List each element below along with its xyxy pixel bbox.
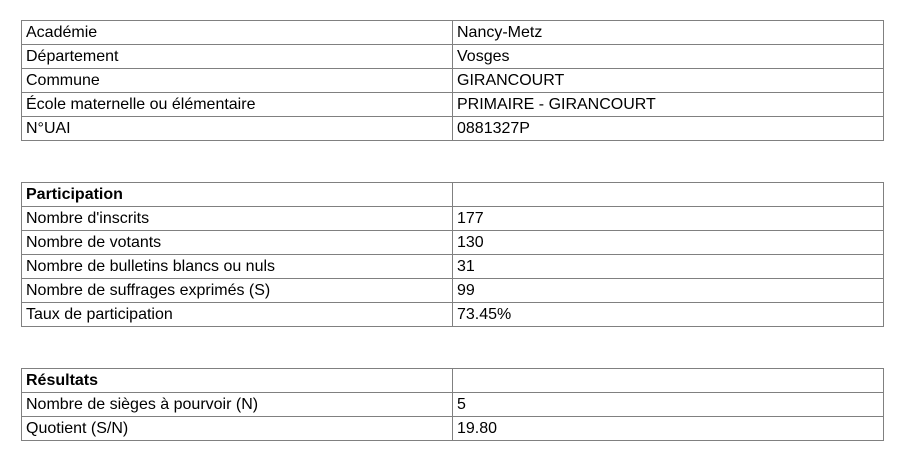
table-header-row	[22, 369, 884, 393]
table-header-row	[22, 183, 884, 207]
row-label: Commune	[22, 69, 453, 93]
row-label: N°UAI	[22, 117, 453, 141]
table-row	[22, 117, 884, 141]
row-label: Nombre de sièges à pourvoir (N)	[22, 393, 453, 417]
row-value: 177	[453, 207, 884, 231]
school-info-table	[21, 20, 884, 141]
row-label: École maternelle ou élémentaire	[22, 93, 453, 117]
row-label: Nombre de votants	[22, 231, 453, 255]
table-row	[22, 45, 884, 69]
table-row	[22, 393, 884, 417]
row-label: Taux de participation	[22, 303, 453, 327]
row-label: Département	[22, 45, 453, 69]
row-label: Nombre d'inscrits	[22, 207, 453, 231]
row-label: Quotient (S/N)	[22, 417, 453, 441]
participation-table	[21, 182, 884, 327]
table-row	[22, 417, 884, 441]
row-label: Académie	[22, 21, 453, 45]
table-row	[22, 231, 884, 255]
empty-header-cell	[453, 369, 884, 393]
row-value: 5	[453, 393, 884, 417]
participation-heading: Participation	[22, 183, 453, 207]
row-value: 31	[453, 255, 884, 279]
table-row	[22, 69, 884, 93]
row-value: Vosges	[453, 45, 884, 69]
results-heading: Résultats	[22, 369, 453, 393]
row-value: 73.45%	[453, 303, 884, 327]
row-value: 0881327P	[453, 117, 884, 141]
row-value: 99	[453, 279, 884, 303]
table-row	[22, 93, 884, 117]
row-label: Nombre de suffrages exprimés (S)	[22, 279, 453, 303]
table-row	[22, 279, 884, 303]
row-value: Nancy-Metz	[453, 21, 884, 45]
table-row	[22, 303, 884, 327]
row-label: Nombre de bulletins blancs ou nuls	[22, 255, 453, 279]
empty-header-cell	[453, 183, 884, 207]
table-row	[22, 255, 884, 279]
results-table	[21, 368, 884, 441]
table-row	[22, 21, 884, 45]
row-value: 130	[453, 231, 884, 255]
row-value: GIRANCOURT	[453, 69, 884, 93]
row-value: PRIMAIRE - GIRANCOURT	[453, 93, 884, 117]
row-value: 19.80	[453, 417, 884, 441]
table-row	[22, 207, 884, 231]
